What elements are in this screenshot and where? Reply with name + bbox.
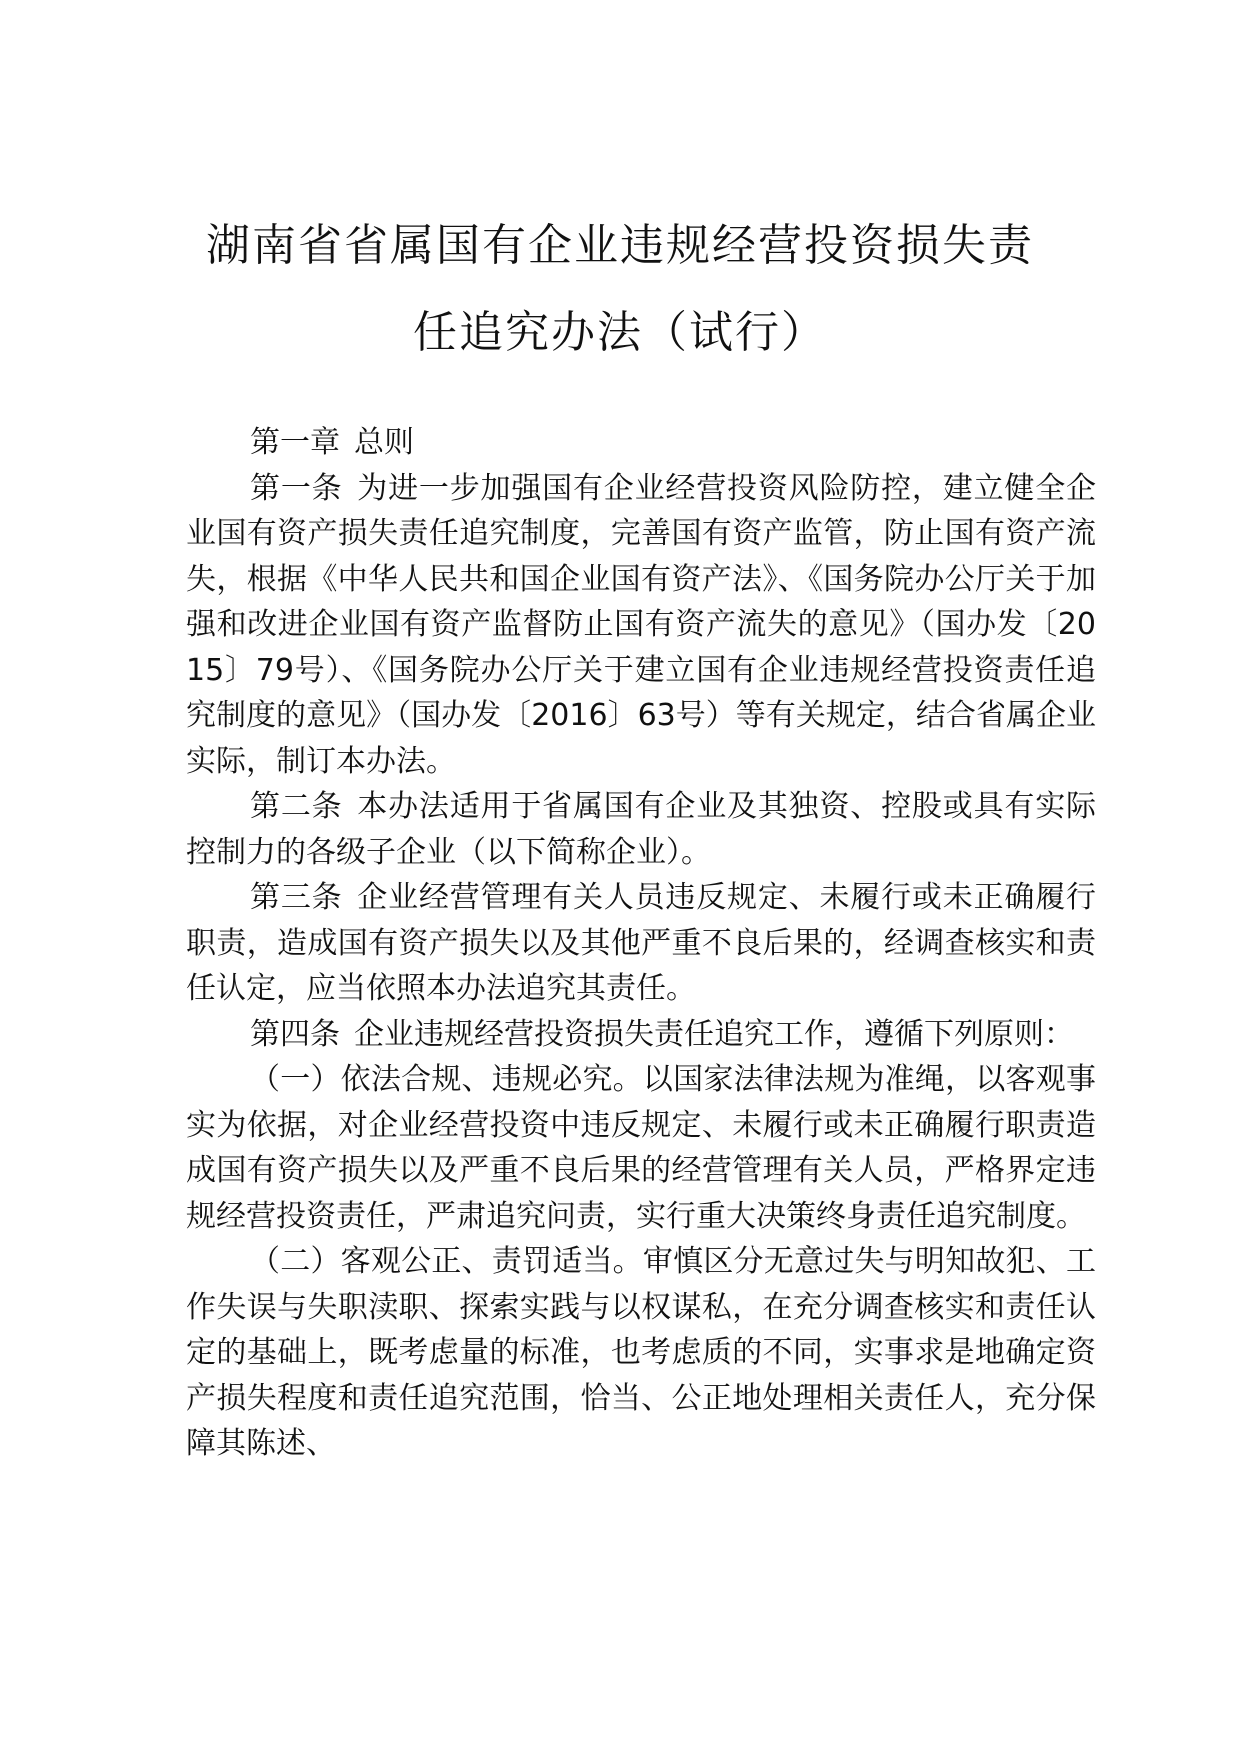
article-label: 第二条 xyxy=(250,789,343,824)
chapter-label: 第一章 xyxy=(250,425,340,460)
article-text: 企业经营管理有关人员违反规定、未履行或未正确履行职责，造成国有资产损失以及其他严重不良后果的，经调查核实和责任认定，应当依照本办法追究其责任。 xyxy=(186,880,1097,1006)
article-label: 第四条 xyxy=(250,1016,340,1052)
article-label: 第一条 xyxy=(250,470,343,506)
article-4 xyxy=(186,1012,1096,1058)
document-title-line-1: 湖南省省属国有企业违规经营投资损失责 xyxy=(206,220,1034,271)
article-1 xyxy=(186,466,1096,785)
principle-1: （一）依法合规、违规必究。以国家法律法规为准绳，以客观事实为依据，对企业经营投资中违反规定、未履行或未正确履行职责造成国有资产损失以及严重不良后果的经营管理有关人员，严格界定违规经营投资责任，严肃追究问责，实行重大决策终身责任追究制度。 xyxy=(186,1062,1096,1234)
chapter-heading xyxy=(186,420,1096,466)
document-body xyxy=(186,420,1096,1467)
article-text: 为进一步加强国有企业经营投资风险防控，建立健全企业国有资产损失责任追究制度，完善国有资产监管，防止国有资产流失，根据《中华人民共和国企业国有资产法》、《国务院办公厅关于加强和改进企业国有资产监督防止国有资产流失的意见》（国办发〔2015〕79号）、《国务院办公厅关于建立国有企业违规经营投资责任追究制度的意见》（国办发〔2016〕63号）等有关规定，结合省属企业实际，制订本办法。 xyxy=(186,470,1097,779)
document-title-line-2: 任追究办法（试行） xyxy=(413,307,827,358)
article-text: 企业违规经营投资损失责任追究工作，遵循下列原则： xyxy=(354,1016,1074,1052)
chapter-title: 总则 xyxy=(354,425,414,460)
article-label: 第三条 xyxy=(250,880,343,915)
article-text: 本办法适用于省属国有企业及其独资、控股或具有实际控制力的各级子企业（以下简称企业）。 xyxy=(186,789,1097,870)
principle-2: （二）客观公正、责罚适当。审慎区分无意过失与明知故犯、工作失误与失职渎职、探索实践与以权谋私，在充分调查核实和责任认定的基础上，既考虑量的标准，也考虑质的不同，实事求是地确定资产损失程度和责任追究范围，恰当、公正地处理相关责任人，充分保障其陈述、 xyxy=(186,1244,1096,1461)
article-3 xyxy=(186,875,1096,1012)
article-2 xyxy=(186,784,1096,875)
